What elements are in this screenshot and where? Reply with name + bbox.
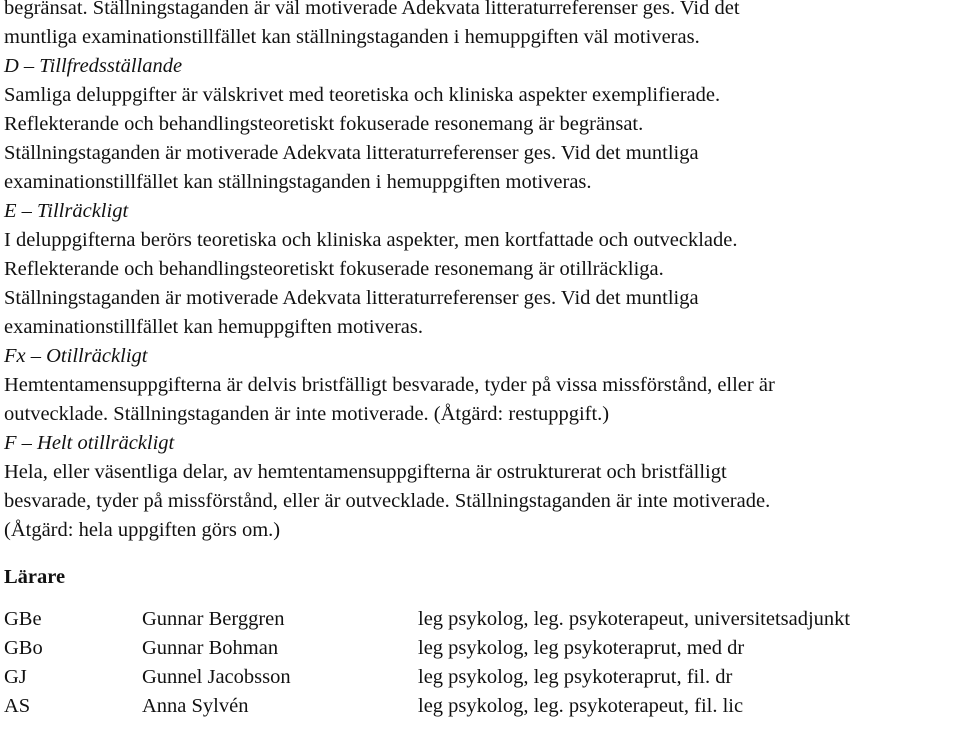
table-row bbox=[4, 663, 850, 692]
text-line: outvecklade. Ställningstaganden är inte motiverade. (Åtgärd: restuppgift.) bbox=[4, 403, 610, 425]
teacher-name: Gunnar Bohman bbox=[142, 637, 279, 659]
teacher-code: AS bbox=[4, 695, 31, 717]
text-line: (Åtgärd: hela uppgiften görs om.) bbox=[4, 519, 281, 541]
text-line: besvarade, tyder på missförstånd, eller är outvecklade. Ställningstaganden är inte motiverade. bbox=[4, 490, 771, 512]
text-line: I deluppgifterna berörs teoretiska och kliniska aspekter, men kortfattade och outvecklade. bbox=[4, 229, 738, 251]
text-line: Hela, eller väsentliga delar, av hemtentamensuppgifterna är ostrukturerat och bristfälligt bbox=[4, 461, 727, 483]
text-line: Reflekterande och behandlingsteoretiskt fokuserade resonemang är otillräckliga. bbox=[4, 258, 664, 280]
text-line: Samliga deluppgifter är välskrivet med teoretiska och kliniska aspekter exemplifierade. bbox=[4, 84, 721, 106]
grade-heading-d: D – Tillfredsställande bbox=[4, 55, 183, 77]
text-line: muntliga examinationstillfället kan ställningstaganden i hemuppgiften väl motiveras. bbox=[4, 26, 700, 48]
teachers-heading: Lärare bbox=[4, 566, 66, 588]
teacher-code: GBe bbox=[4, 608, 42, 630]
grade-section-f bbox=[4, 429, 954, 545]
text-line: Ställningstaganden är motiverade Adekvata litteraturreferenser ges. Vid det muntliga bbox=[4, 142, 699, 164]
grade-heading-e: E – Tillräckligt bbox=[4, 200, 129, 222]
teachers-table bbox=[4, 605, 850, 721]
text-line: examinationstillfället kan hemuppgiften motiveras. bbox=[4, 316, 423, 338]
teacher-title: leg psykolog, leg psykoteraprut, med dr bbox=[418, 637, 745, 659]
text-line: begränsat. Ställningstaganden är väl motiverade Adekvata litteraturreferenser ges. Vid det bbox=[4, 0, 740, 19]
teacher-name: Anna Sylvén bbox=[142, 695, 249, 717]
teacher-name: Gunnar Berggren bbox=[142, 608, 285, 630]
grade-heading-fx: Fx – Otillräckligt bbox=[4, 345, 148, 367]
text-line: Reflekterande och behandlingsteoretiskt fokuserade resonemang är begränsat. bbox=[4, 113, 644, 135]
grade-section-d bbox=[4, 52, 954, 197]
grade-section-e bbox=[4, 197, 954, 342]
text-line: Hemtentamensuppgifterna är delvis bristfälligt besvarade, tyder på vissa missförstånd, eller är bbox=[4, 374, 775, 396]
teacher-name: Gunnel Jacobsson bbox=[142, 666, 291, 688]
teacher-code: GBo bbox=[4, 637, 43, 659]
text-line: examinationstillfället kan ställningstaganden i hemuppgiften motiveras. bbox=[4, 171, 592, 193]
table-row bbox=[4, 634, 850, 663]
teacher-code: GJ bbox=[4, 666, 27, 688]
teacher-title: leg psykolog, leg. psykoterapeut, universitetsadjunkt bbox=[418, 608, 851, 630]
table-row bbox=[4, 692, 850, 721]
table-row bbox=[4, 605, 850, 634]
grade-section-fx bbox=[4, 342, 954, 429]
grade-heading-f: F – Helt otillräckligt bbox=[4, 432, 175, 454]
teacher-title: leg psykolog, leg psykoteraprut, fil. dr bbox=[418, 666, 733, 688]
text-line: Ställningstaganden är motiverade Adekvata litteraturreferenser ges. Vid det muntliga bbox=[4, 287, 699, 309]
teacher-title: leg psykolog, leg. psykoterapeut, fil. lic bbox=[418, 695, 744, 717]
intro-paragraph bbox=[4, 0, 954, 52]
